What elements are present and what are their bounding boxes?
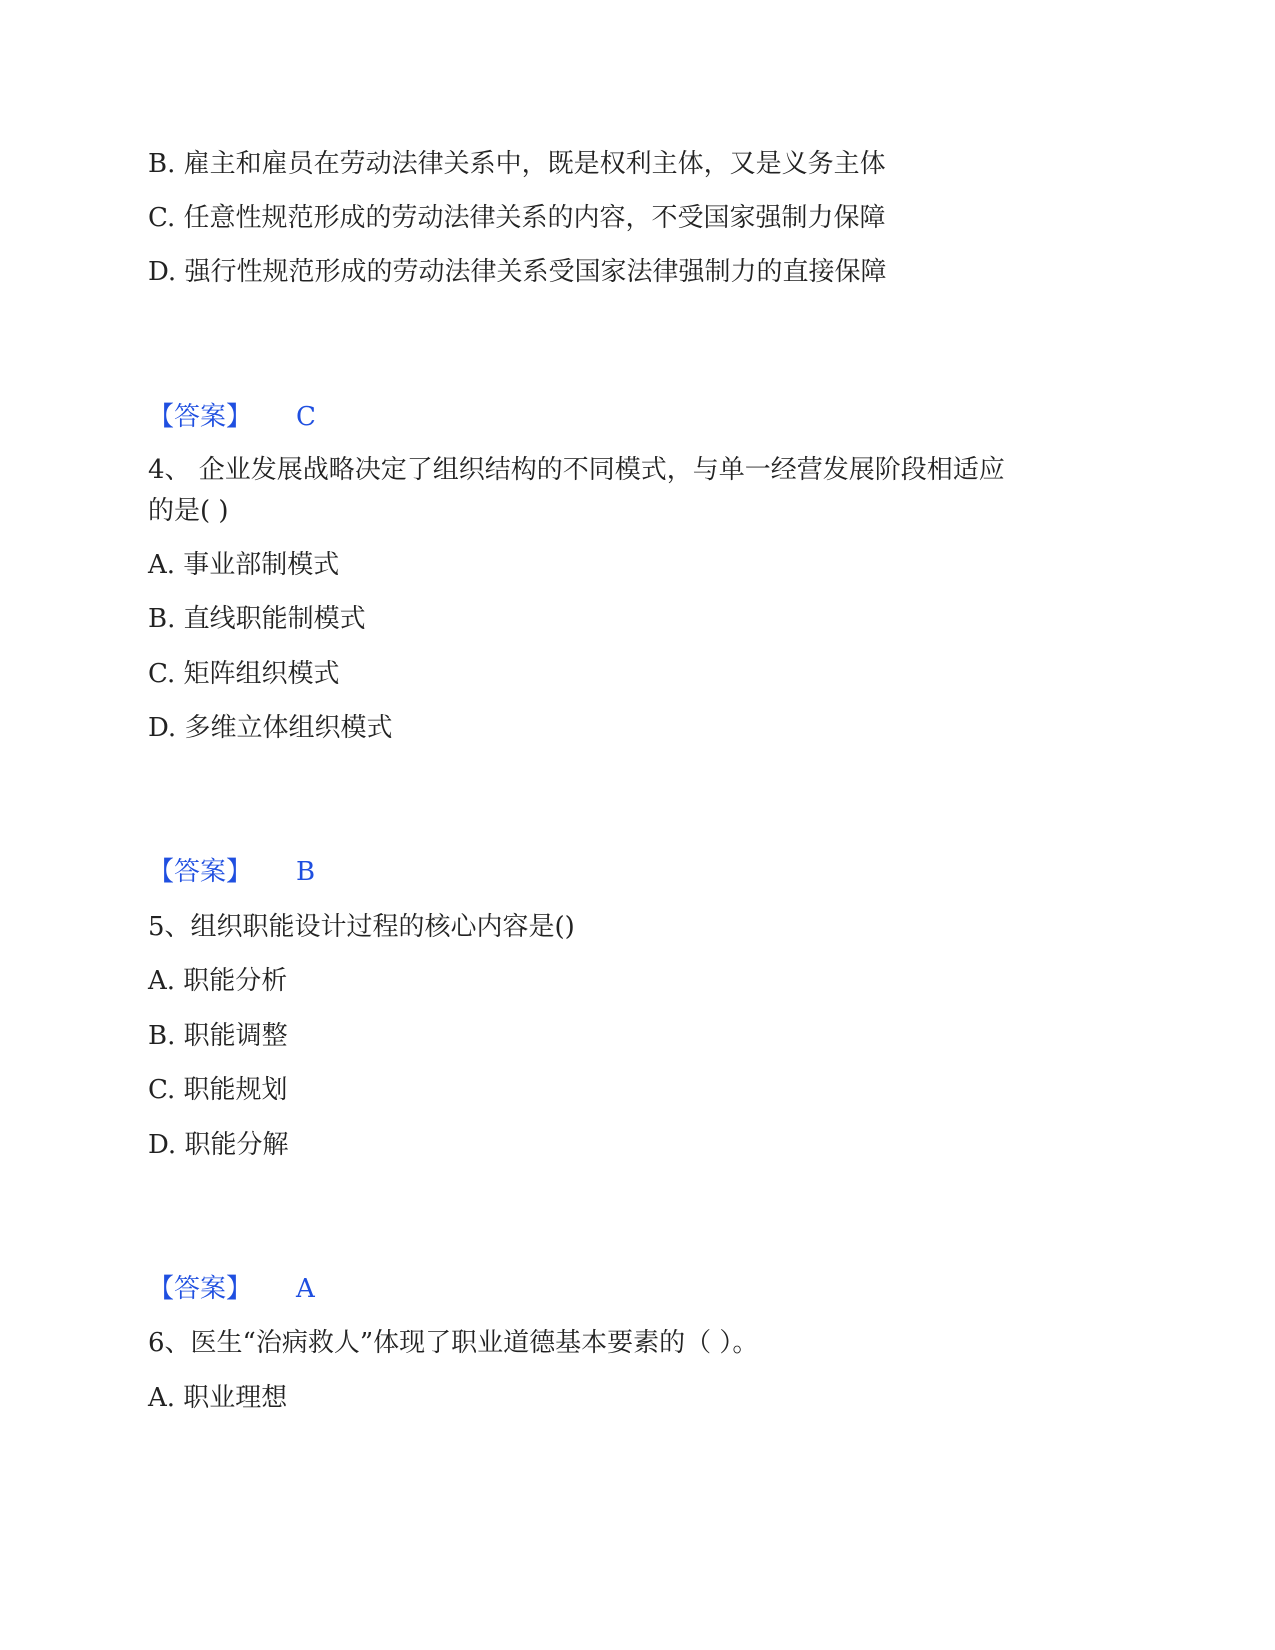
q5-option-d: D. 职能分解: [148, 1130, 289, 1160]
q4-question-line1: 4、 企业发展战略决定了组织结构的不同模式，与单一经营发展阶段相适应: [148, 455, 1005, 485]
q3-option-d: D. 强行性规范形成的劳动法律关系受国家法律强制力的直接保障: [148, 257, 887, 287]
q5-option-a: A. 职能分析: [148, 966, 288, 996]
q6-question: 6、医生“治病救人”体现了职业道德基本要素的（ ）。: [148, 1328, 759, 1358]
answer-label: 【答案】: [148, 1274, 253, 1304]
q5-answer: [148, 1272, 315, 1306]
q4-question-line2: 的是( ): [148, 496, 229, 526]
answer-label: 【答案】: [148, 402, 253, 432]
q5-option-c: C. 职能规划: [148, 1075, 288, 1105]
q6-option-a: A. 职业理想: [148, 1383, 288, 1413]
q4-option-d: D. 多维立体组织模式: [148, 713, 393, 743]
q4-option-a: A. 事业部制模式: [148, 550, 340, 580]
q5-option-b: B. 职能调整: [148, 1021, 288, 1051]
answer-value: B: [296, 857, 316, 887]
q4-option-b: B. 直线职能制模式: [148, 604, 366, 634]
q3-option-c: C. 任意性规范形成的劳动法律关系的内容，不受国家强制力保障: [148, 203, 886, 233]
q5-question: 5、组织职能设计过程的核心内容是(): [148, 912, 575, 942]
q4-answer: [148, 855, 315, 889]
answer-label: 【答案】: [148, 857, 253, 887]
answer-value: A: [296, 1274, 315, 1304]
q3-answer: [148, 400, 316, 434]
q4-option-c: C. 矩阵组织模式: [148, 659, 340, 689]
q3-option-b: B. 雇主和雇员在劳动法律关系中，既是权利主体，又是义务主体: [148, 149, 886, 179]
answer-value: C: [296, 402, 316, 432]
